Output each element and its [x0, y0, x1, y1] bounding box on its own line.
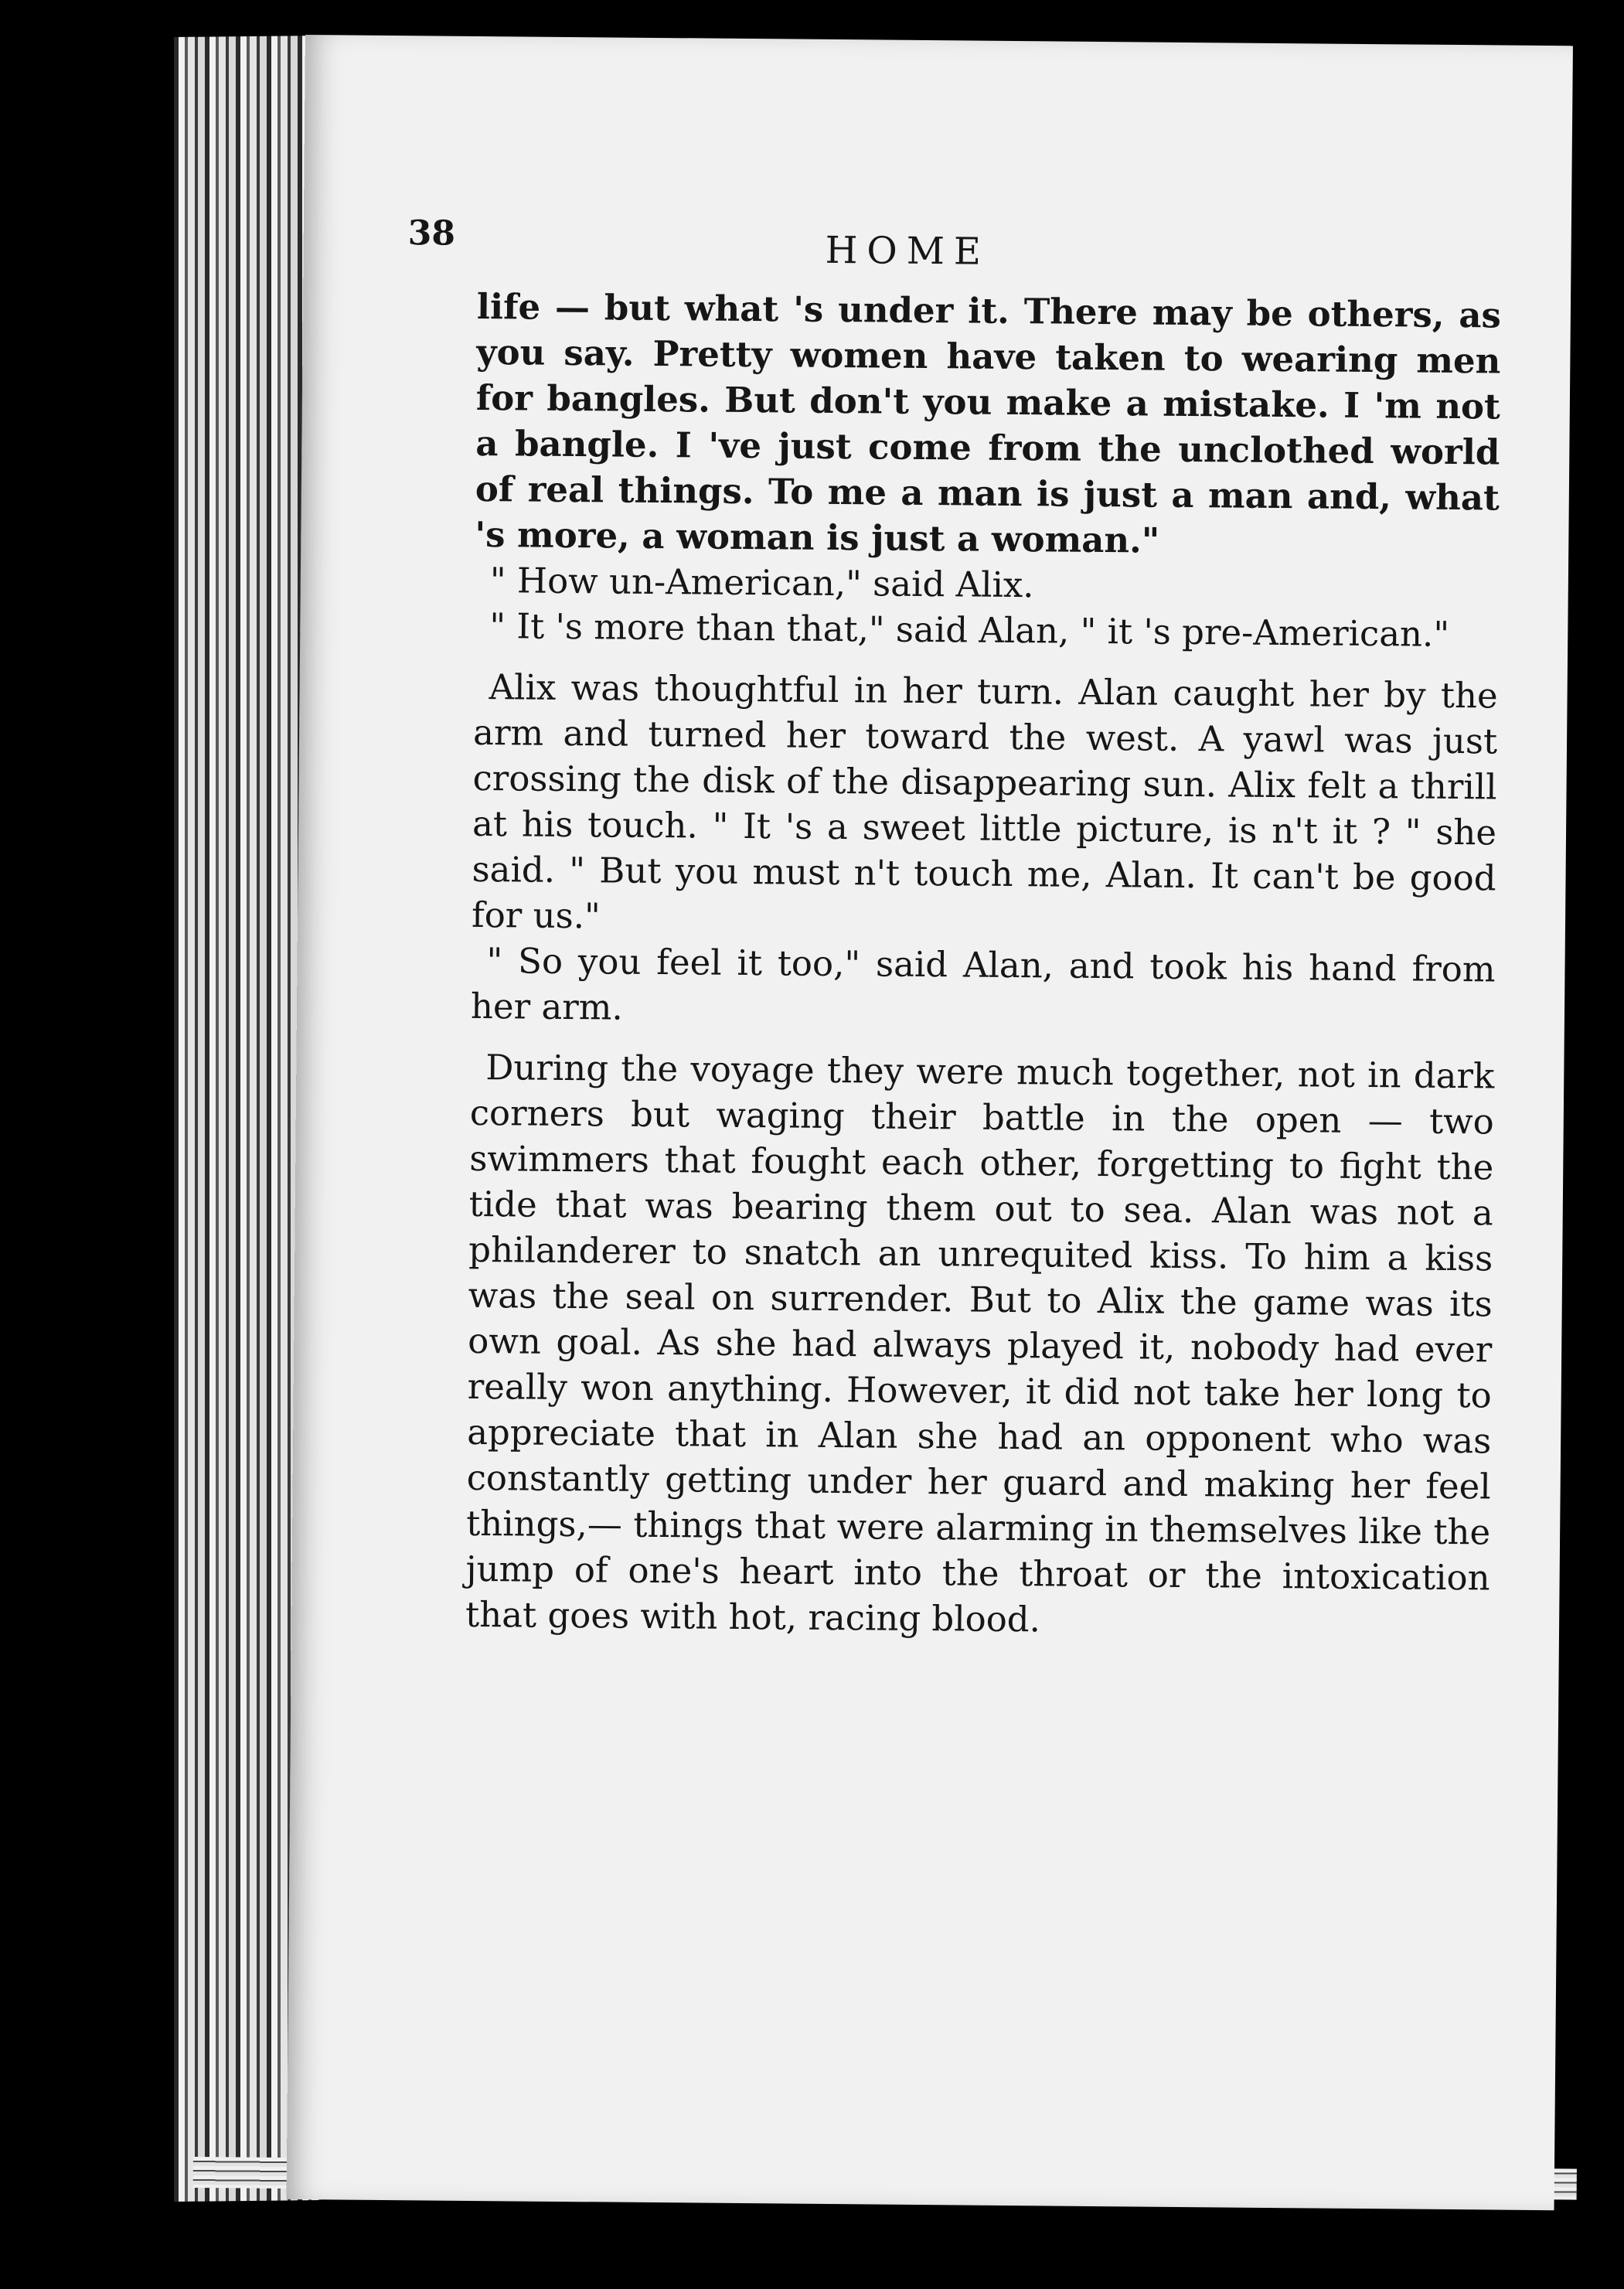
running-head: HOME [825, 228, 991, 274]
paragraph: " It 's more than that," said Alan, " it 's pre-American." [489, 605, 1450, 655]
paragraph: Alix was thoughtful in her turn. Alan caught her by the arm and turned her toward the west. A yawl was just crossing the disk of the disappearing sun. Alix felt a thrill at his touch. " It 's a sweet little picture, is n't it ? " she said. " But you must n't touch me, Alan. It can't be good for us." [471, 666, 1498, 937]
page-header [407, 191, 1502, 293]
page-number: 38 [407, 213, 456, 254]
paragraph: life — but what 's under it. There may be others, as you say. Pretty women have taken to wearing men for bangles. But don't you make a mistake. I 'm not a bangle. I 've just come from the unclothed world of real things. To me a man is just a man and, what 's more, a woman is just a woman." [475, 285, 1502, 561]
paragraph: " How un-American," said Alix. [489, 560, 1034, 606]
book-page [287, 35, 1573, 2210]
page-content [407, 191, 1502, 1646]
paragraph: During the voyage they were much together, not in dark corners but waging their battle in the open — two swimmers that fought each other, forgetting to fight the tide that was bearing them out to sea. Alan was not a philanderer to snatch an unrequited kiss. To him a kiss was the seal on surrender. But to Alix the game was its own goal. As she had always played it, nobody had ever really won anything. However, it did not take her long to appreciate that in Alan she had an opponent who was constantly getting under her guard and making her feel things,— things that were alarming in themselves like the jump of one's heart into the throat or the intoxication that goes with hot, racing blood. [465, 1047, 1495, 1640]
paragraph: " So you feel it too," said Alan, and took his hand from her arm. [470, 940, 1496, 1028]
